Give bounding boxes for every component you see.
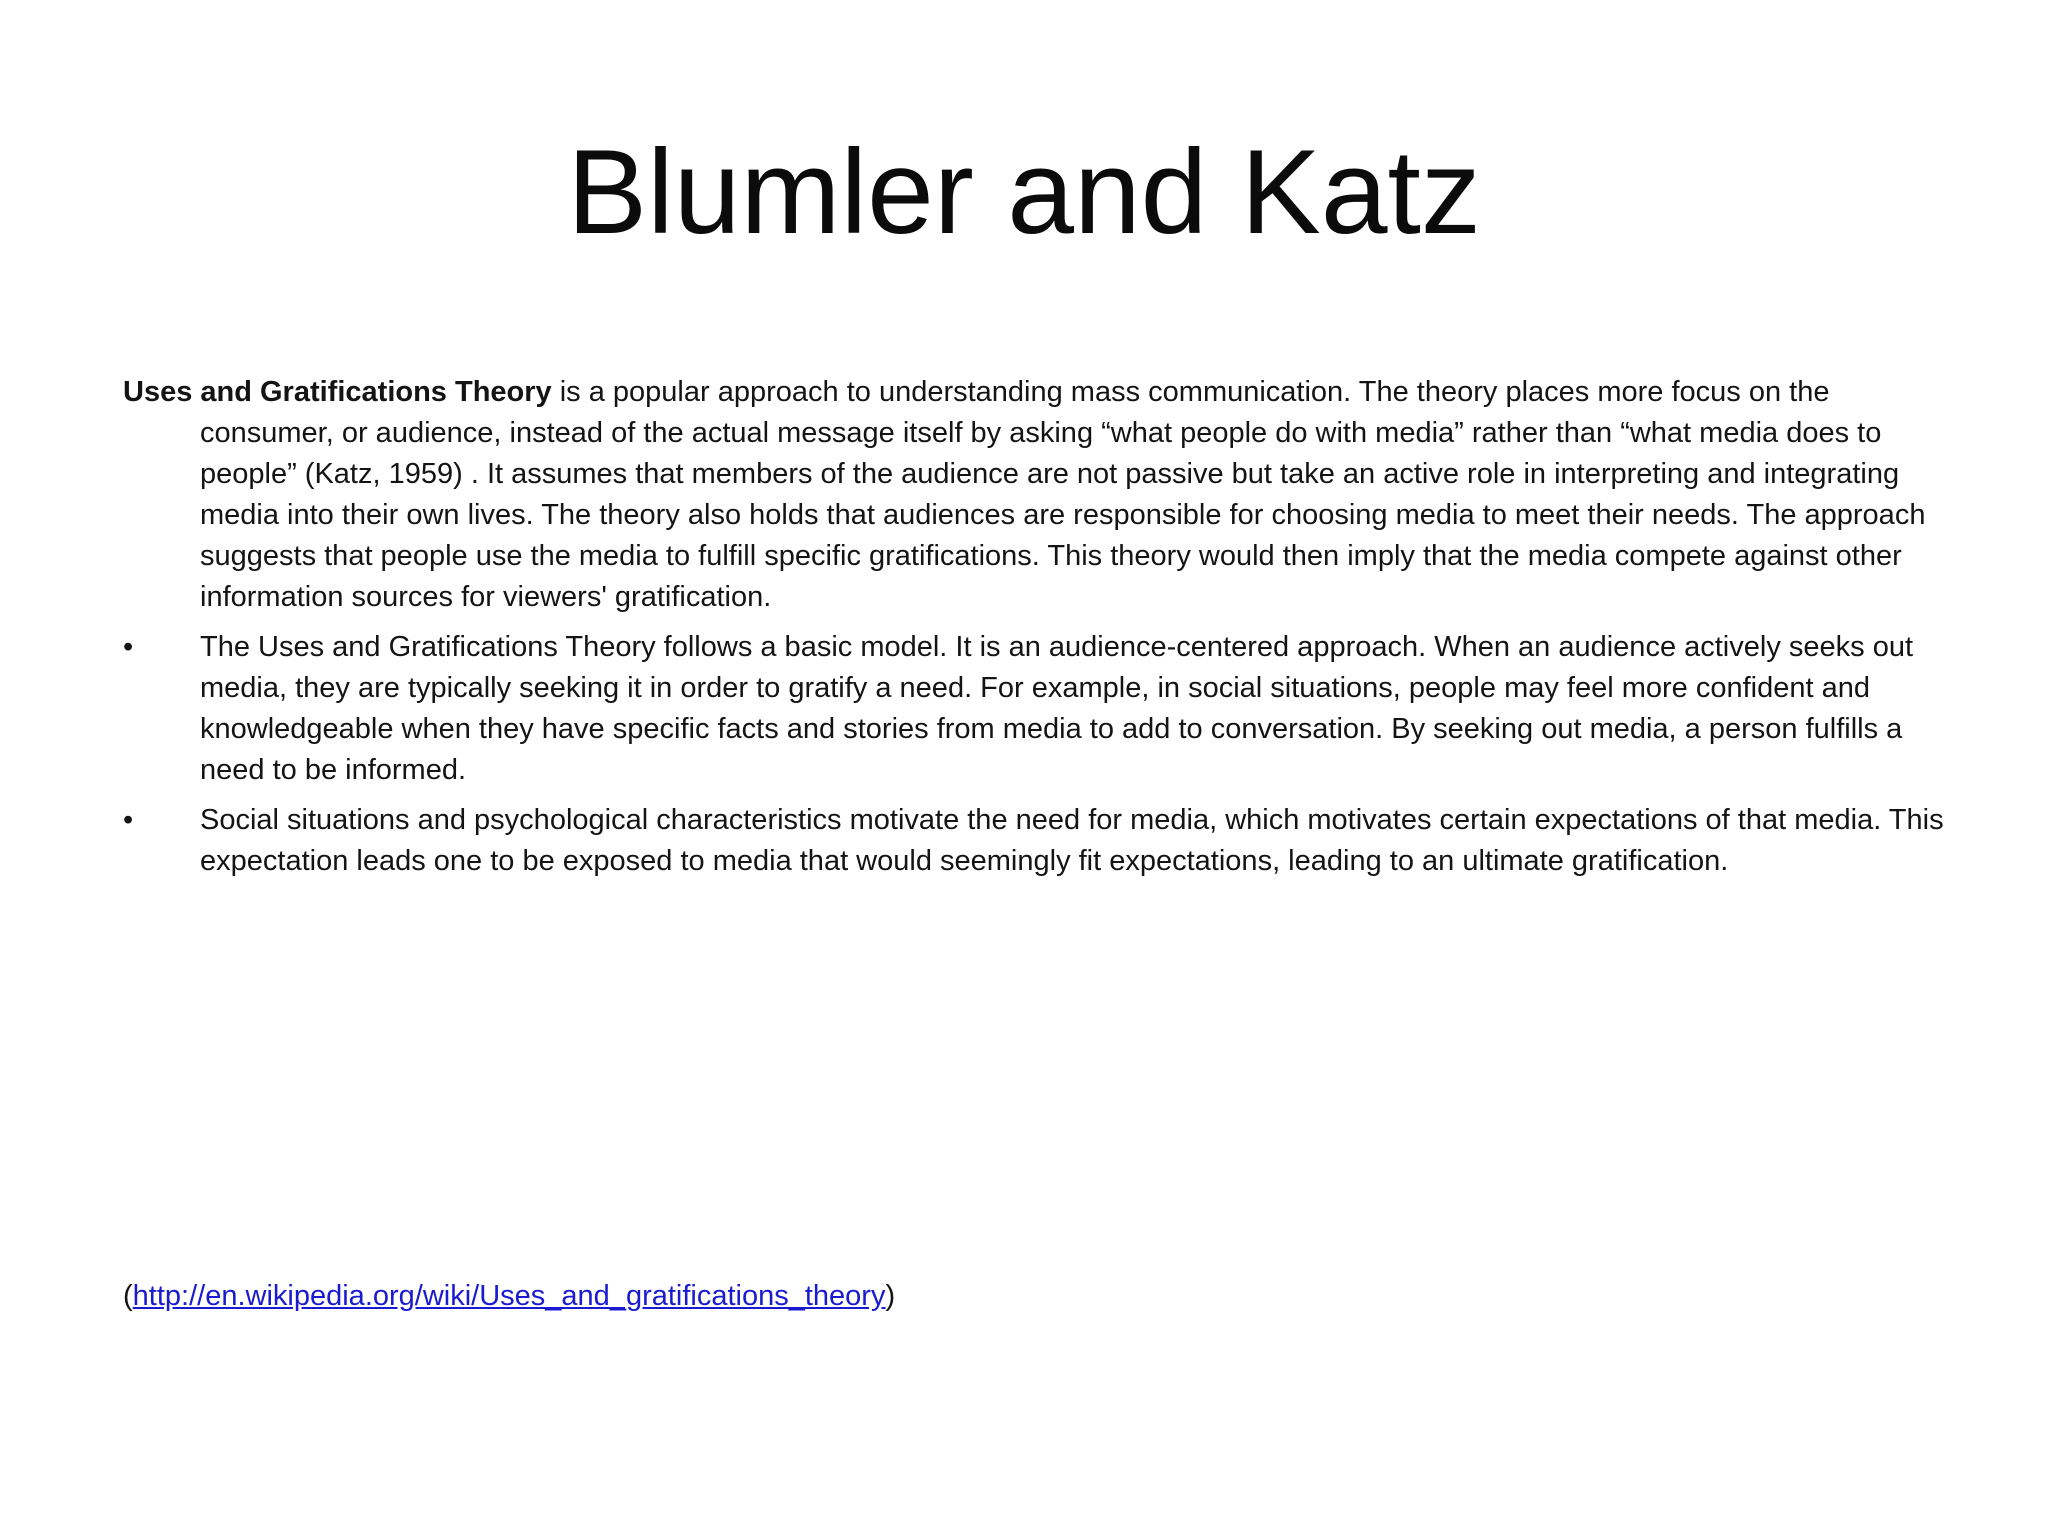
bullet-text: The Uses and Gratifications Theory follows a basic model. It is an audience-centered approach. When an audience actively seeks out media, they are typically seeking it in order to gratify a need. For example, in social situations, people may feel more confident and knowledgeable when they have specific facts and stories from media to add to conversation. By seeking out media, a person fulfills a need to be informed. (200, 631, 1914, 786)
source-citation (123, 1276, 895, 1316)
bullet-item-expectations (123, 800, 1953, 882)
bullet-marker: • (123, 804, 134, 836)
bold-term: Uses and Gratifications Theory (123, 376, 552, 408)
bullet-text: Social situations and psychological characteristics motivate the need for media, which motivates certain expectations of that media. This expectation leads one to be exposed to media that would seemingly fit expectations, leading to an ultimate gratification. (200, 804, 1944, 877)
slide-body (123, 372, 1953, 891)
source-link[interactable]: http://en.wikipedia.org/wiki/Uses_and_gratifications_theory (132, 1280, 886, 1312)
slide-title: Blumler and Katz (567, 125, 1481, 259)
bullet-marker: • (123, 631, 134, 663)
intro-text: is a popular approach to understanding mass communication. The theory places more focus on the consumer, or audience, instead of the actual message itself by asking “what people do with media” rather than “what media does to people” (Katz, 1959) . It assumes that members of the audience are not passive but take an active role in interpreting and integrating media into their own lives. The theory also holds that audiences are responsible for choosing media to meet their needs. The approach suggests that people use the media to fulfill specific gratifications. This theory would then imply that the media compete against other information sources for viewers' gratification. (200, 376, 1926, 613)
intro-paragraph (123, 372, 1953, 618)
bullet-item-model (123, 627, 1953, 791)
source-open-paren: ( (123, 1280, 133, 1312)
source-close-paren: ) (885, 1280, 896, 1312)
